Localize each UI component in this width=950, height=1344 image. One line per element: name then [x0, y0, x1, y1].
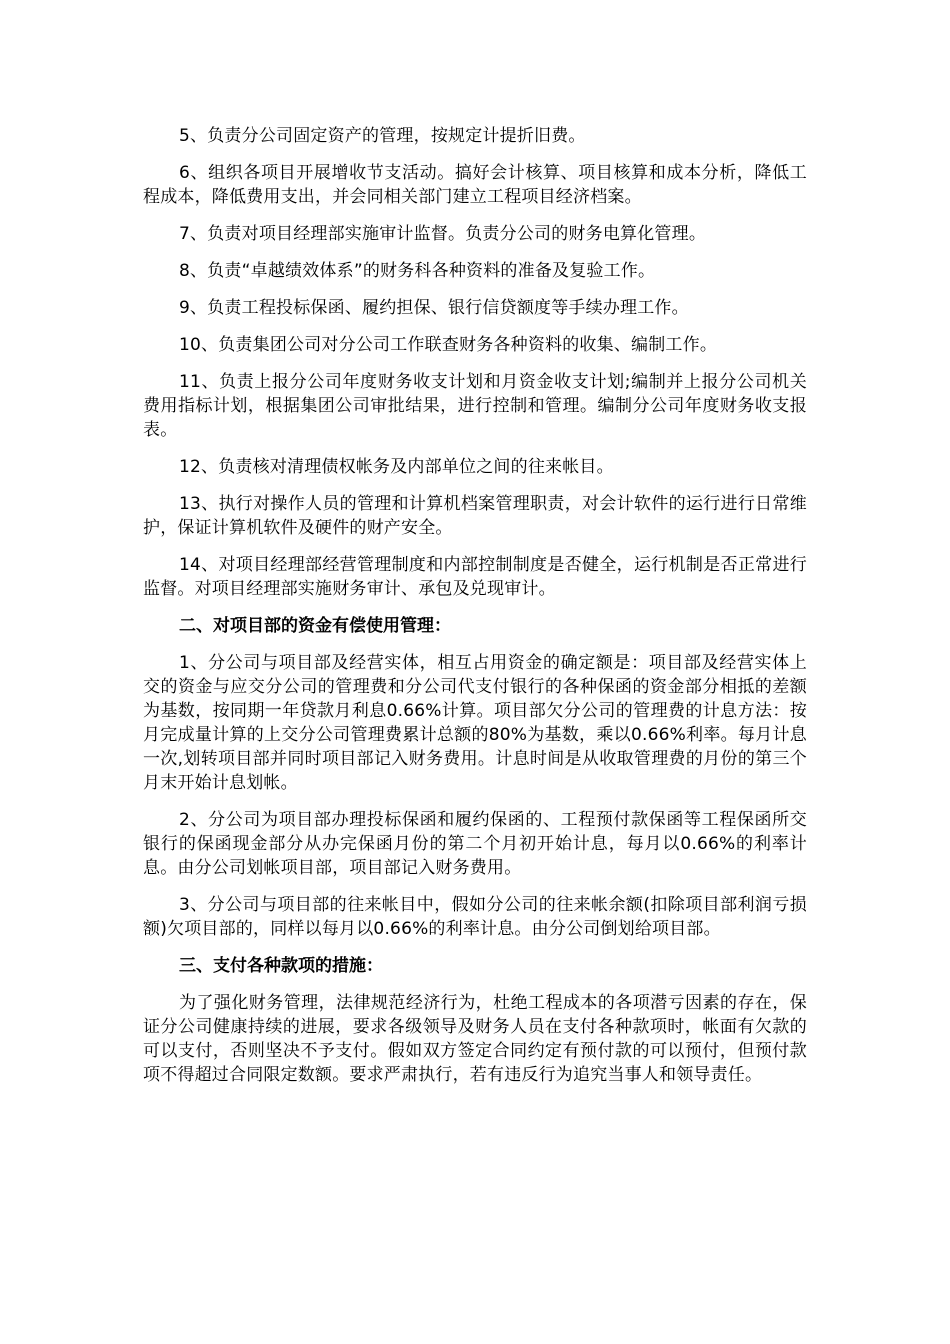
paragraph-item-6: 6、组织各项目开展增收节支活动。搞好会计核算、项目核算和成本分析，降低工程成本，降低费用支出，并会同相关部门建立工程项目经济档案。 [143, 163, 807, 207]
paragraph-fund-3: 3、分公司与项目部的往来帐目中，假如分公司的往来帐余额(扣除项目部利润亏损额)欠项目部的，同样以每月以0.66%的利率计息。由分公司倒划给项目部。 [143, 895, 807, 939]
paragraph-item-5: 5、负责分公司固定资产的管理，按规定计提折旧费。 [179, 126, 586, 146]
paragraph-item-9: 9、负责工程投标保函、履约担保、银行信贷额度等手续办理工作。 [179, 298, 689, 318]
paragraph-item-14: 14、对项目经理部经营管理制度和内部控制制度是否健全，运行机制是否正常进行监督。对项目经理部实施财务审计、承包及兑现审计。 [143, 555, 807, 599]
section-heading-3: 三、支付各种款项的措施： [179, 956, 383, 976]
paragraph-fund-2: 2、分公司为项目部办理投标保函和履约保函的、工程预付款保函等工程保函所交银行的保函现金部分从办完保函月份的第二个月初开始计息，每月以0.66%的利率计息。由分公司划帐项目部，项目部记入财务费用。 [143, 810, 807, 878]
paragraph-item-10: 10、负责集团公司对分公司工作联查财务各种资料的收集、编制工作。 [179, 335, 718, 355]
paragraph-fund-1: 1、分公司与项目部及经营实体，相互占用资金的确定额是：项目部及经营实体上交的资金与应交分公司的管理费和分公司代支付银行的各种保函的资金部分相抵的差额为基数，按同期一年贷款月利息0.66%计算。项目部欠分公司的管理费的计息方法：按月完成量计算的上交分公司管理费累计总额的80%为基数，乘以0.66%利率。每月计息一次,划转项目部并同时项目部记入财务费用。计息时间是从收取管理费的月份的第三个月末开始计息划帐。 [143, 653, 807, 793]
section-heading-2: 二、对项目部的资金有偿使用管理： [179, 616, 451, 636]
document-body [143, 124, 807, 1100]
paragraph-item-7: 7、负责对项目经理部实施审计监督。负责分公司的财务电算化管理。 [179, 224, 707, 244]
paragraph-payment: 为了强化财务管理，法律规范经济行为，杜绝工程成本的各项潜亏因素的存在，保证分公司健康持续的进展，要求各级领导及财务人员在支付各种款项时，帐面有欠款的可以支付，否则坚决不予支付。假如双方签定合同约定有预付款的可以预付，但预付款项不得超过合同限定数额。要求严肃执行，若有违反行为追究当事人和领导责任。 [143, 993, 807, 1085]
paragraph-item-11: 11、负责上报分公司年度财务收支计划和月资金收支计划;编制并上报分公司机关费用指标计划，根据集团公司审批结果，进行控制和管理。编制分公司年度财务收支报表。 [143, 372, 807, 440]
paragraph-item-8: 8、负责“卓越绩效体系”的财务科各种资料的准备及复验工作。 [179, 261, 656, 281]
paragraph-item-12: 12、负责核对清理债权帐务及内部单位之间的往来帐目。 [179, 457, 614, 477]
paragraph-item-13: 13、执行对操作人员的管理和计算机档案管理职责，对会计软件的运行进行日常维护，保证计算机软件及硬件的财产安全。 [143, 494, 807, 538]
